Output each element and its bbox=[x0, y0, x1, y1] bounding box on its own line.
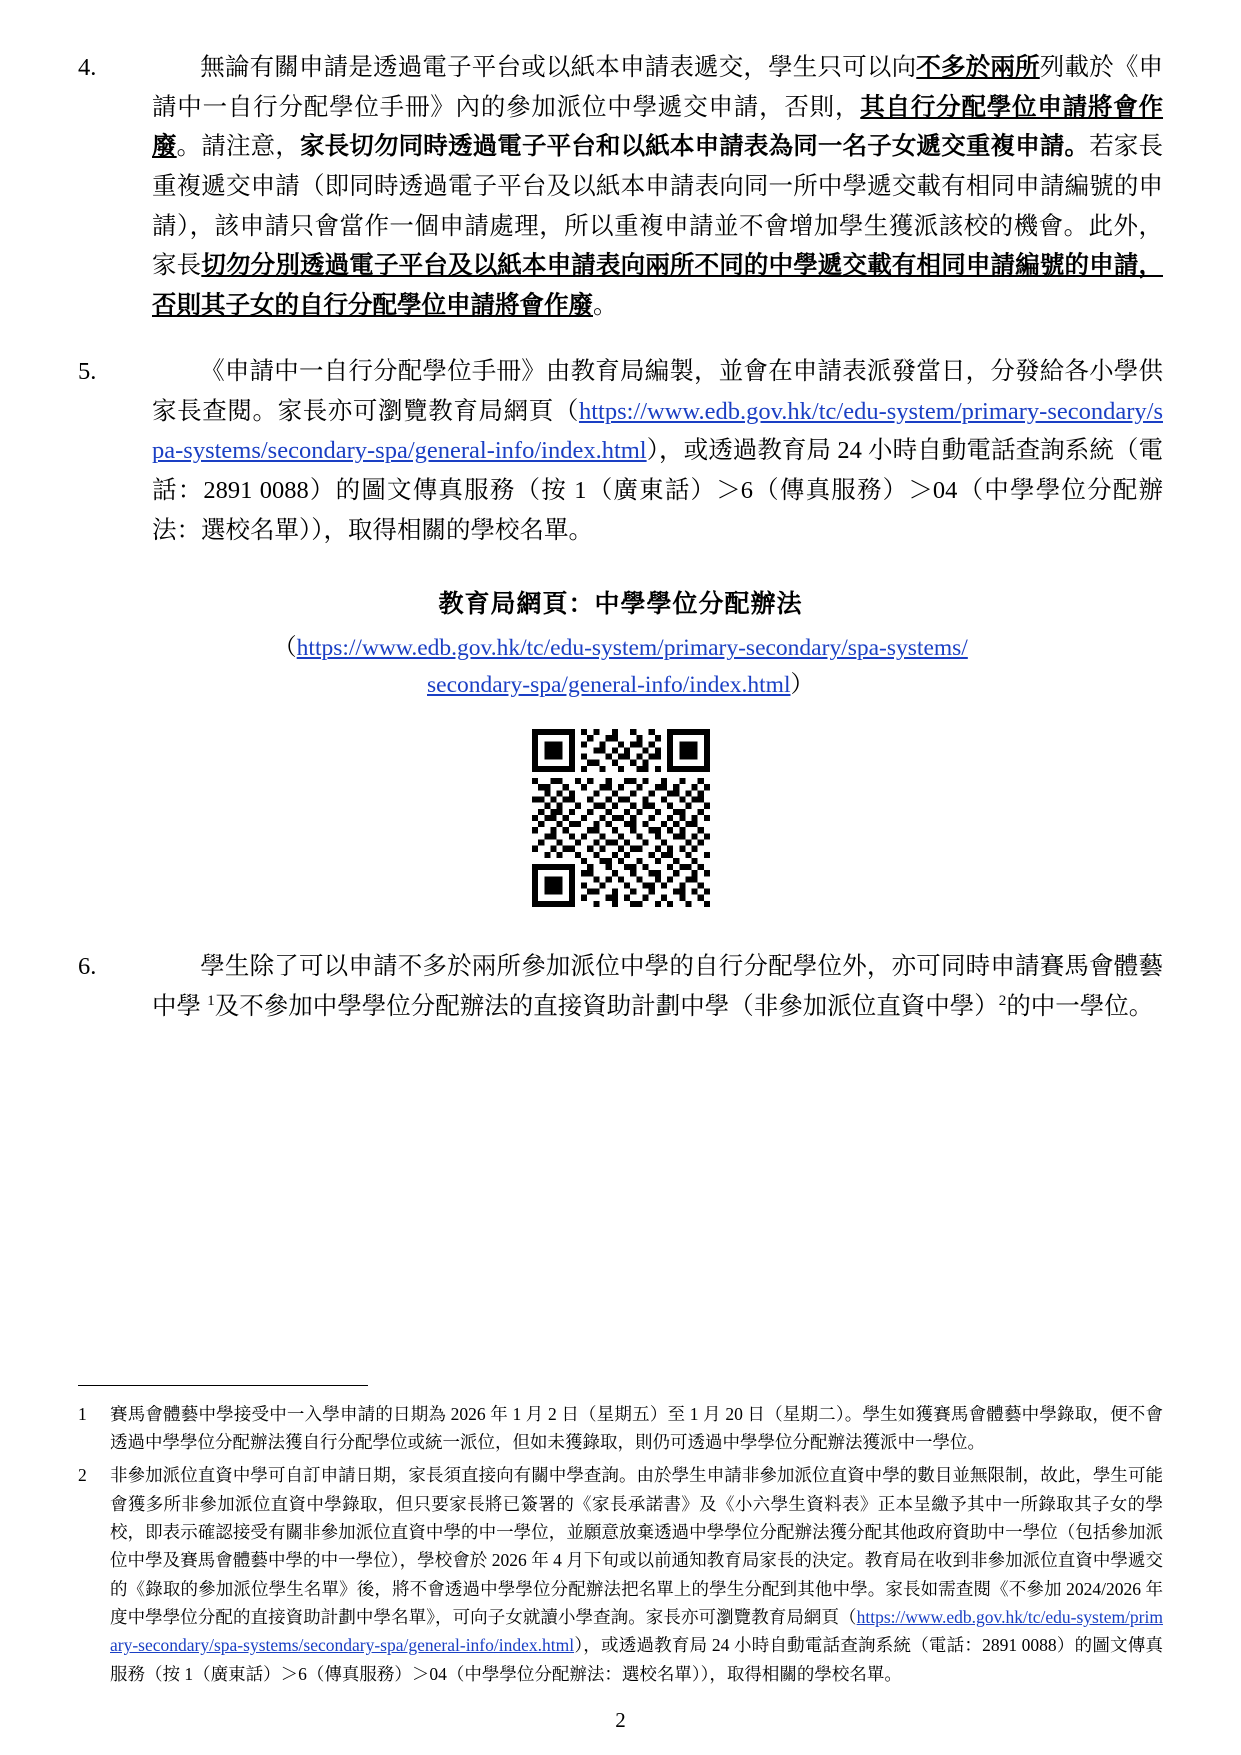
qr-code-container bbox=[78, 729, 1163, 907]
qr-code-icon bbox=[532, 729, 710, 907]
para4-seg-3: 其自行分配學位申請將會作廢 bbox=[152, 93, 1164, 161]
paragraph-6 bbox=[78, 947, 1163, 1026]
url-paren-open: （ bbox=[273, 635, 297, 662]
centered-heading: 教育局網頁：中學學位分配辦法 bbox=[438, 591, 803, 619]
page-number: 2 bbox=[615, 1708, 626, 1732]
para4-seg-0: 無論有關申請是透過電子平台或以紙本申請表遞交，學生只可以向 bbox=[200, 54, 917, 81]
footnote-ref-2: 2 bbox=[998, 991, 1007, 1009]
para6-seg-0: 學生除了可以申請不多於兩所參加派位中學的自行分配學位外，亦可同時申請賽馬會體藝中學 bbox=[152, 953, 1163, 1020]
para5-seg-0: 《申請中一自行分配學位手冊》由教育局編製，並會在申請表派發當日，分發給各小學供家長查閱。家長亦可瀏覽教育局網頁（ bbox=[152, 357, 1163, 425]
paragraph-number: 4. bbox=[78, 54, 97, 81]
footnote-separator bbox=[78, 1385, 368, 1386]
para4-seg-5: 家長切勿同時透過電子平台和以紙本申請表為同一名子女遞交重複申請。 bbox=[299, 133, 1090, 161]
para6-seg-4: 的中一學位。 bbox=[1006, 992, 1154, 1020]
para4-seg-6: 若家長重複遞交申請（即同時透過電子平台及以紙本申請表向同一所中學遞交載有相同申請編號的申請），該申請只會當作一個申請處理，所以重複申請並不會增加學生獲派該校的機會。此外，家長 bbox=[152, 133, 1164, 280]
paragraph-5 bbox=[78, 352, 1163, 550]
footnote-marker: 1 bbox=[78, 1403, 87, 1424]
paragraph-body bbox=[152, 352, 1163, 550]
edb-website-link[interactable]: https://www.edb.gov.hk/tc/edu-system/primary-secondary/spa-systems/secondary-spa/general-info/index.html bbox=[152, 397, 1163, 465]
fn1-seg-0: 賽馬會體藝中學接受中一入學申請的日期為 2026 年 1 月 2 日（星期五）至 1 月 20 日（星期二）。學生如獲賽馬會體藝中學錄取，便不會透過中學學位分配辦法獲自行分配學位或統一派位，但如未獲錄取，則仍可透過中學學位分配辦法獲派中一學位。 bbox=[110, 1403, 1163, 1452]
paragraph-number: 6. bbox=[78, 953, 97, 981]
footnote-marker: 2 bbox=[78, 1465, 87, 1486]
fn2-seg-0: 非參加派位直資中學可自訂申請日期，家長須直接向有關中學查詢。由於學生申請非參加派位直資中學的數目並無限制，故此，學生可能會獲多所非參加派位直資中學錄取，但只要家長將已簽署的《家長承諾書》及《小六學生資料表》正本呈繳予其中一所錄取其子女的學校，即表示確認接受有關非參加派位直資中學的中一學位，並願意放棄透過中學學位分配辦法獲分配其他政府資助中一學位（包括參加派位中學及賽馬會體藝中學的中一學位），學校會於 2026 年 4 月下旬或以前通知教育局家長的決定。教育局在收到非參加派位直資中學遞交的《錄取的參加派位學生名單》後，將不會透過中學學位分配辦法把名單上的學生分配到其他中學。家長如需查閱《不參加 2024/2026 年度中學學位分配的直接資助計劃中學名單》，可向子女就讀小學查詢。家長亦可瀏覽教育局網頁（ bbox=[110, 1465, 1163, 1627]
paragraph-number: 5. bbox=[78, 357, 97, 385]
footnotes-section bbox=[78, 1371, 1163, 1693]
para4-seg-4: 。請注意， bbox=[176, 133, 300, 161]
footnote-body bbox=[110, 1461, 1163, 1688]
edb-website-link-footnote[interactable]: https://www.edb.gov.hk/tc/edu-system/primary-secondary/spa-systems/secondary-spa/general-info/index.html bbox=[110, 1606, 1163, 1656]
para5-seg-2: ），或透過教育局 24 小時自動電話查詢系統（電話：2891 0088）的圖文傳真服務（按 1（廣東話）＞6（傳真服務）＞04（中學學位分配辦法：選校名單）），取得相關的學校名單。 bbox=[152, 437, 1163, 544]
fn2-seg-2: ），或透過教育局 24 小時自動電話查詢系統（電話：2891 0088）的圖文傳真服務（按 1（廣東話）＞6（傳真服務）＞04（中學學位分配辦法：選校名單）），取得相關的學校名單。 bbox=[110, 1635, 1163, 1684]
footnote-2 bbox=[78, 1461, 1163, 1688]
paragraph-body bbox=[152, 947, 1163, 1026]
centered-url-block bbox=[78, 630, 1163, 703]
para4-seg-2: 列載於《申請中一自行分配學位手冊》內的參加派位中學遞交申請，否則， bbox=[152, 54, 1164, 121]
para4-seg-7: 切勿分別透過電子平台及以紙本申請表向兩所不同的中學遞交載有相同申請編號的申請，否則其子女的自行分配學位申請將會作廢 bbox=[152, 252, 1163, 320]
footnote-1 bbox=[78, 1400, 1163, 1457]
paragraph-4 bbox=[78, 48, 1163, 326]
para4-seg-1: 不多於兩所 bbox=[916, 54, 1040, 81]
url-paren-close: ） bbox=[790, 671, 814, 698]
footnote-body bbox=[110, 1400, 1163, 1457]
para6-seg-2: 及不參加中學學位分配辦法的直接資助計劃中學（非參加派位直資中學） bbox=[214, 992, 999, 1020]
edb-website-link-line2[interactable]: secondary-spa/general-info/index.html bbox=[427, 671, 791, 698]
paragraph-body bbox=[152, 48, 1163, 326]
para4-seg-8: 。 bbox=[593, 292, 618, 320]
edb-website-link-line1[interactable]: https://www.edb.gov.hk/tc/edu-system/primary-secondary/spa-systems/ bbox=[296, 635, 968, 662]
footnote-ref-1: 1 bbox=[207, 991, 215, 1009]
